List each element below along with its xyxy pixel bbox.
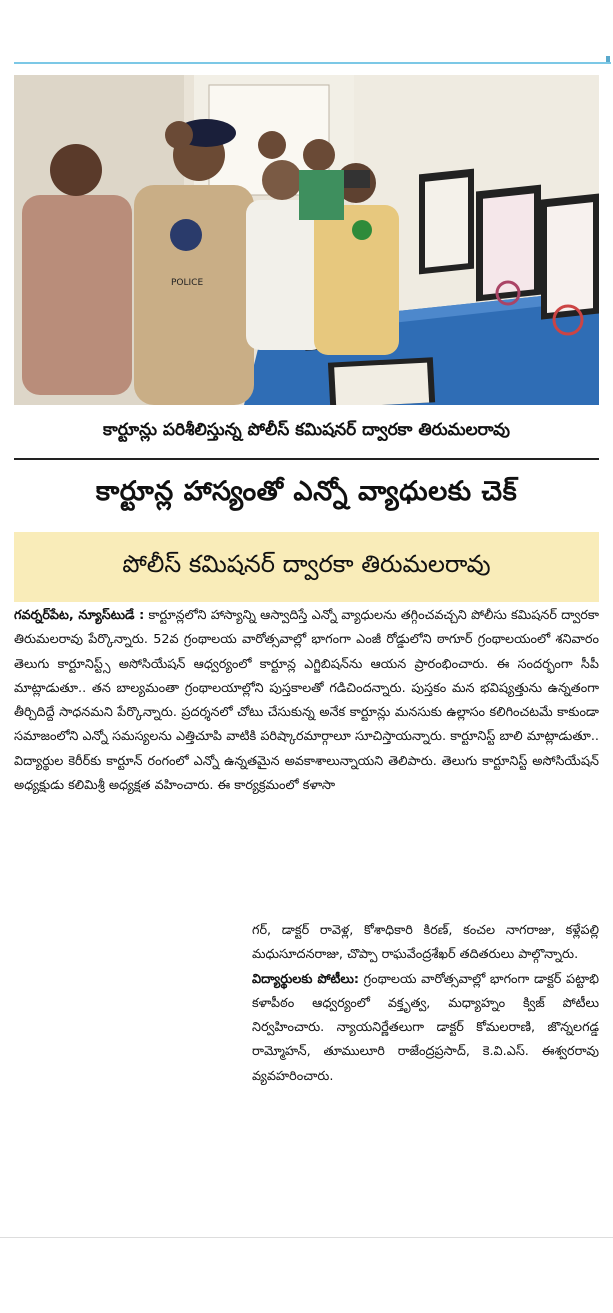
article-column-right — [252, 919, 599, 1089]
article-text-1: కార్టూన్లలోని హాస్యాన్ని ఆస్వాదిస్తే ఎన్నో వ్యాధులను తగ్గించవచ్చని పోలీసు కమిషనర్ ద్వారకా తిరుమలరావు పేర్కొన్నారు. 52వ గ్రంథాలయ వారోత్సవాల్లో భాగంగా ఎంజీ రోడ్డులోని ఠాగూర్ గ్రంథాలయంలో శనివారం తెలుగు కార్టూనిస్ట్స్ అసోసియేషన్ ఆధ్వర్యంలో కార్టూన్ల ఎగ్జిబిషన్‌ను ఆయన ప్రారంభించారు. ఈ సందర్భంగా సీపీ మాట్లాడుతూ.. తన బాల్యమంతా గ్రంథాలయాల్లోని పుస్తకాలతో గడిచిందన్నారు. పుస్తకం మన భవిష్యత్తును ఉన్నతంగా తీర్చిదిద్దే సాధనమని పేర్కొన్నారు. ప్రదర్శనలో చోటు చేసుకున్న అనేక కార్టూన్లు మనసుకు ఉల్లాసం కలిగించటమే కాకుండా సమాజంలోని ఎన్నో సమస్యలను ఎత్తిచూపి వాటికి పరిష్కారమార్గాలూ సూచిస్తాయన్నారు. కార్టూనిస్ట్ బాలి మాట్లాడుతూ.. విద్యార్థుల కెరీర్‌కు కార్టూన్ రంగంలో ఎన్నో ఉన్నతమైన అవకాశాలున్నాయని తెలిపారు. తెలుగు కార్టూనిస్ట్ అసోసియేషన్ అధ్యక్షుడు కలిమిశ్రీ అధ్యక్షత వహించారు. ఈ కార్యక్రమంలో కళాసా — [14, 608, 599, 794]
dateline: గవర్నర్‌పేట, న్యూస్‌టుడే : — [14, 608, 145, 623]
article-text-2: గ్రంథాలయ వారోత్సవాల్లో భాగంగా డాక్టర్ పట్టాభి కళాపీఠం ఆధ్వర్యంలో వక్తృత్వ, మధ్యాహ్నం క్విజ్ పోటీలు నిర్వహించారు. న్యాయనిర్ణేతలుగా డాక్టర్ కోమలరాణి, జొన్నలగడ్డ రామ్మోహన్, తూములూరి రాజేంద్రప్రసాద్, కె.వి.ఎస్. ఈశ్వరరావు వ్యవహరించారు. — [252, 971, 599, 1084]
bottom-rule — [0, 1237, 613, 1238]
article-paragraph-1 — [14, 604, 599, 798]
article-body — [14, 604, 599, 1236]
news-photo — [14, 75, 599, 405]
article-column-wide — [14, 604, 599, 798]
subheadline: పోలీస్ కమిషనర్ ద్వారకా తిరుమలరావు — [14, 532, 599, 602]
headline: కార్టూన్ల హాస్యంతో ఎన్నో వ్యాధులకు చెక్ — [95, 476, 518, 507]
article-paragraph-2 — [252, 968, 599, 1089]
top-rule — [14, 62, 611, 64]
top-corner-mark — [606, 56, 610, 62]
students-competition-subhead: విద్యార్థులకు పోటీలు: — [252, 971, 360, 987]
photo-caption: కార్టూన్లు పరిశీలిస్తున్న పోలీస్ కమిషనర్ ద్వారకా తిరుమలరావు — [14, 406, 599, 460]
photo-exhibition-icon — [14, 75, 599, 405]
svg-text:POLICE: POLICE — [171, 278, 204, 288]
article-paragraph-1-cont: గర్, డాక్టర్ రావెళ్ల, కోశాధికారి కిరణ్, కంచల నాగరాజు, కళ్లేపల్లి మధుసూదనరాజు, చొప్పా రాఘవేంద్రశేఖర్ తదితరులు పాల్గొన్నారు. — [252, 923, 599, 963]
